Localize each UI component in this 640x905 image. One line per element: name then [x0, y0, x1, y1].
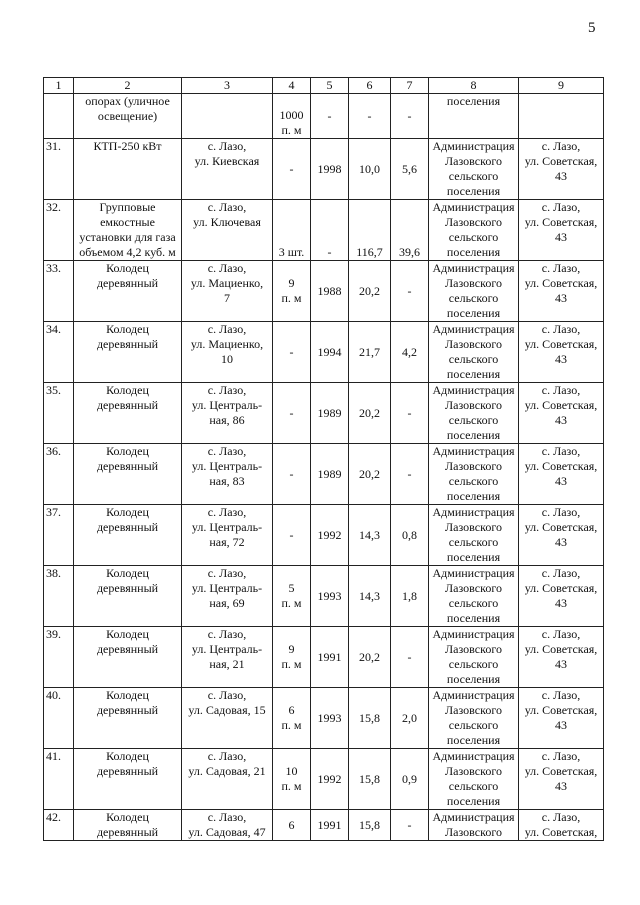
- residual-value-cell: 5,6: [391, 139, 429, 200]
- table-row: [44, 261, 604, 322]
- value-cell: 10,0: [349, 139, 391, 200]
- table-row: [44, 322, 604, 383]
- location-cell: с. Лазо, ул. Мациенко, 7: [182, 261, 273, 322]
- location-cell: с. Лазо, ул. Ключевая: [182, 200, 273, 261]
- object-name-cell: Колодец деревянный: [74, 749, 182, 810]
- object-name-cell: Колодец деревянный: [74, 688, 182, 749]
- column-number: 3: [182, 78, 273, 94]
- location-cell: с. Лазо, ул. Садовая, 21: [182, 749, 273, 810]
- row-number-cell: 32.: [44, 200, 74, 261]
- owner-cell: Администрация Лазовского сельского поселения: [429, 566, 519, 627]
- residual-value-cell: -: [391, 810, 429, 841]
- owner-cell: Администрация Лазовского сельского поселения: [429, 444, 519, 505]
- table-row: [44, 688, 604, 749]
- residual-value-cell: -: [391, 261, 429, 322]
- location-cell: с. Лазо, ул. Централь- ная, 86: [182, 383, 273, 444]
- quantity-cell: 10 п. м: [273, 749, 311, 810]
- quantity-cell: 6: [273, 810, 311, 841]
- object-name-cell: Колодец деревянный: [74, 810, 182, 841]
- quantity-cell: -: [273, 139, 311, 200]
- row-number-cell: 42.: [44, 810, 74, 841]
- address-cell: с. Лазо, ул. Советская, 43: [519, 566, 604, 627]
- quantity-cell: -: [273, 505, 311, 566]
- column-number: 4: [273, 78, 311, 94]
- table-row: [44, 627, 604, 688]
- owner-cell: Администрация Лазовского сельского поселения: [429, 200, 519, 261]
- residual-value-cell: 4,2: [391, 322, 429, 383]
- address-cell: с. Лазо, ул. Советская, 43: [519, 200, 604, 261]
- object-name-cell: Колодец деревянный: [74, 627, 182, 688]
- address-cell: с. Лазо, ул. Советская,: [519, 810, 604, 841]
- owner-cell: поселения: [429, 94, 519, 139]
- object-name-cell: опорах (уличное освещение): [74, 94, 182, 139]
- page-number: 5: [588, 20, 596, 36]
- owner-cell: Администрация Лазовского сельского поселения: [429, 139, 519, 200]
- row-number-cell: [44, 94, 74, 139]
- object-name-cell: Колодец деревянный: [74, 322, 182, 383]
- owner-cell: Администрация Лазовского сельского поселения: [429, 749, 519, 810]
- object-name-cell: КТП-250 кВт: [74, 139, 182, 200]
- year-cell: -: [311, 200, 349, 261]
- column-number-row: [44, 78, 604, 94]
- year-cell: 1993: [311, 566, 349, 627]
- table-row: [44, 444, 604, 505]
- table-row: [44, 566, 604, 627]
- value-cell: -: [349, 94, 391, 139]
- quantity-cell: 3 шт.: [273, 200, 311, 261]
- location-cell: с. Лазо, ул. Централь- ная, 21: [182, 627, 273, 688]
- year-cell: 1998: [311, 139, 349, 200]
- year-cell: 1992: [311, 749, 349, 810]
- location-cell: с. Лазо, ул. Централь- ная, 72: [182, 505, 273, 566]
- address-cell: [519, 94, 604, 139]
- location-cell: с. Лазо, ул. Централь- ная, 83: [182, 444, 273, 505]
- row-number-cell: 31.: [44, 139, 74, 200]
- column-number: 7: [391, 78, 429, 94]
- address-cell: с. Лазо, ул. Советская, 43: [519, 688, 604, 749]
- address-cell: с. Лазо, ул. Советская, 43: [519, 444, 604, 505]
- location-cell: с. Лазо, ул. Централь- ная, 69: [182, 566, 273, 627]
- value-cell: 20,2: [349, 383, 391, 444]
- residual-value-cell: -: [391, 383, 429, 444]
- owner-cell: Администрация Лазовского сельского поселения: [429, 688, 519, 749]
- year-cell: 1993: [311, 688, 349, 749]
- residual-value-cell: 39,6: [391, 200, 429, 261]
- year-cell: -: [311, 94, 349, 139]
- table-row: [44, 383, 604, 444]
- location-cell: [182, 94, 273, 139]
- row-number-cell: 37.: [44, 505, 74, 566]
- row-number-cell: 34.: [44, 322, 74, 383]
- table-row: [44, 200, 604, 261]
- object-name-cell: Групповые емкостные установки для газа объемом 4,2 куб. м: [74, 200, 182, 261]
- quantity-cell: 9 п. м: [273, 627, 311, 688]
- address-cell: с. Лазо, ул. Советская, 43: [519, 627, 604, 688]
- quantity-cell: 9 п. м: [273, 261, 311, 322]
- residual-value-cell: 2,0: [391, 688, 429, 749]
- quantity-cell: -: [273, 322, 311, 383]
- quantity-cell: -: [273, 383, 311, 444]
- year-cell: 1992: [311, 505, 349, 566]
- residual-value-cell: -: [391, 94, 429, 139]
- row-number-cell: 36.: [44, 444, 74, 505]
- address-cell: с. Лазо, ул. Советская, 43: [519, 749, 604, 810]
- object-name-cell: Колодец деревянный: [74, 505, 182, 566]
- value-cell: 14,3: [349, 505, 391, 566]
- location-cell: с. Лазо, ул. Мациенко, 10: [182, 322, 273, 383]
- residual-value-cell: 0,8: [391, 505, 429, 566]
- column-number: 9: [519, 78, 604, 94]
- value-cell: 15,8: [349, 810, 391, 841]
- value-cell: 15,8: [349, 688, 391, 749]
- owner-cell: Администрация Лазовского сельского поселения: [429, 505, 519, 566]
- table-row: [44, 810, 604, 841]
- value-cell: 116,7: [349, 200, 391, 261]
- year-cell: 1989: [311, 444, 349, 505]
- column-number: 2: [74, 78, 182, 94]
- residual-value-cell: -: [391, 444, 429, 505]
- column-number: 1: [44, 78, 74, 94]
- row-number-cell: 33.: [44, 261, 74, 322]
- row-number-cell: 41.: [44, 749, 74, 810]
- address-cell: с. Лазо, ул. Советская, 43: [519, 322, 604, 383]
- row-number-cell: 38.: [44, 566, 74, 627]
- quantity-cell: 6 п. м: [273, 688, 311, 749]
- row-number-cell: 35.: [44, 383, 74, 444]
- value-cell: 15,8: [349, 749, 391, 810]
- owner-cell: Администрация Лазовского сельского поселения: [429, 627, 519, 688]
- column-number: 8: [429, 78, 519, 94]
- value-cell: 14,3: [349, 566, 391, 627]
- year-cell: 1991: [311, 810, 349, 841]
- residual-value-cell: -: [391, 627, 429, 688]
- quantity-cell: 5 п. м: [273, 566, 311, 627]
- value-cell: 20,2: [349, 261, 391, 322]
- object-name-cell: Колодец деревянный: [74, 566, 182, 627]
- property-table: [43, 77, 604, 841]
- address-cell: с. Лазо, ул. Советская, 43: [519, 505, 604, 566]
- value-cell: 20,2: [349, 444, 391, 505]
- location-cell: с. Лазо, ул. Садовая, 15: [182, 688, 273, 749]
- owner-cell: Администрация Лазовского сельского поселения: [429, 322, 519, 383]
- column-number: 6: [349, 78, 391, 94]
- table-row: [44, 749, 604, 810]
- table-row: [44, 139, 604, 200]
- year-cell: 1988: [311, 261, 349, 322]
- residual-value-cell: 1,8: [391, 566, 429, 627]
- year-cell: 1994: [311, 322, 349, 383]
- location-cell: с. Лазо, ул. Садовая, 47: [182, 810, 273, 841]
- value-cell: 20,2: [349, 627, 391, 688]
- quantity-cell: -: [273, 444, 311, 505]
- table-row: [44, 505, 604, 566]
- address-cell: с. Лазо, ул. Советская, 43: [519, 383, 604, 444]
- year-cell: 1991: [311, 627, 349, 688]
- object-name-cell: Колодец деревянный: [74, 383, 182, 444]
- owner-cell: Администрация Лазовского сельского поселения: [429, 383, 519, 444]
- address-cell: с. Лазо, ул. Советская, 43: [519, 139, 604, 200]
- location-cell: с. Лазо, ул. Киевская: [182, 139, 273, 200]
- row-number-cell: 40.: [44, 688, 74, 749]
- continued-row: [44, 94, 604, 139]
- quantity-cell: 1000 п. м: [273, 94, 311, 139]
- residual-value-cell: 0,9: [391, 749, 429, 810]
- owner-cell: Администрация Лазовского: [429, 810, 519, 841]
- address-cell: с. Лазо, ул. Советская, 43: [519, 261, 604, 322]
- object-name-cell: Колодец деревянный: [74, 444, 182, 505]
- owner-cell: Администрация Лазовского сельского поселения: [429, 261, 519, 322]
- year-cell: 1989: [311, 383, 349, 444]
- object-name-cell: Колодец деревянный: [74, 261, 182, 322]
- row-number-cell: 39.: [44, 627, 74, 688]
- column-number: 5: [311, 78, 349, 94]
- value-cell: 21,7: [349, 322, 391, 383]
